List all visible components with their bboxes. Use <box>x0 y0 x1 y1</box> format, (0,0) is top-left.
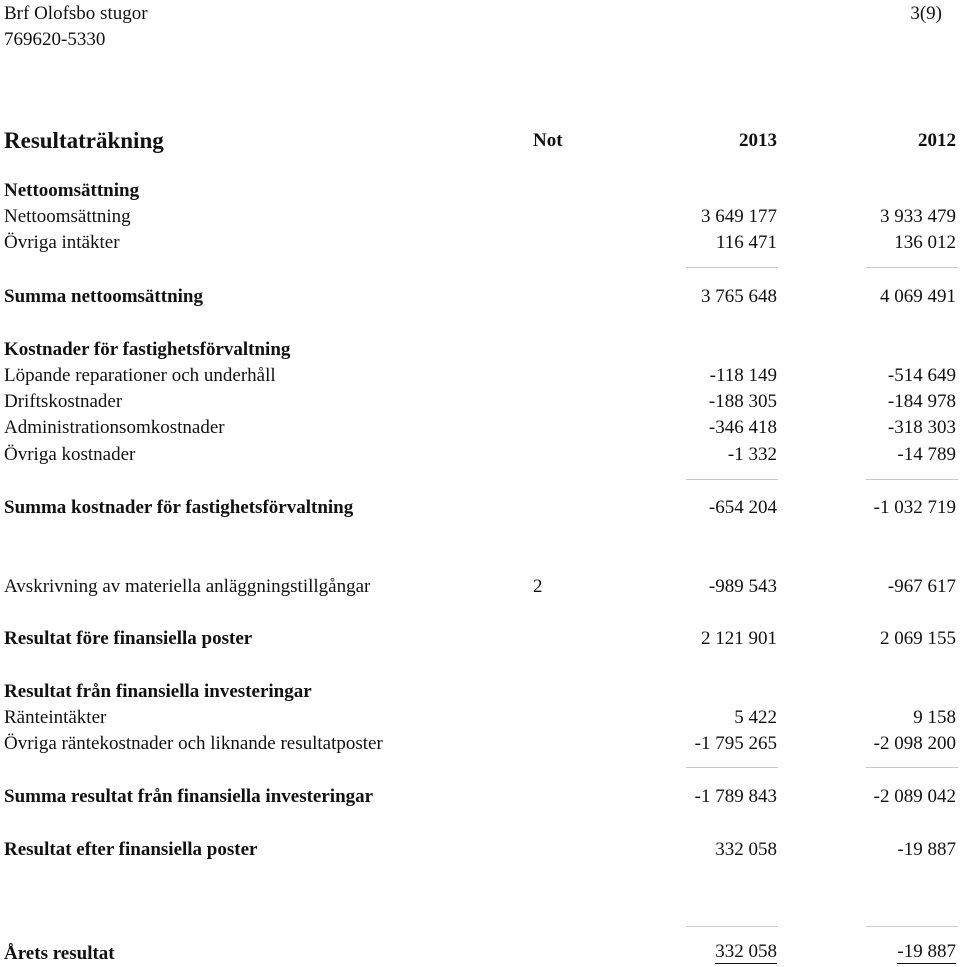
value-2012: 9 158 <box>913 707 956 728</box>
row-label: Löpande reparationer och underhåll <box>4 365 276 386</box>
table-row <box>0 705 960 731</box>
row-label: Avskrivning av materiella anläggningstillgångar <box>4 576 371 597</box>
value-2013: 332 058 <box>715 839 777 860</box>
value-2013: -118 149 <box>709 365 777 386</box>
table-row <box>0 204 960 230</box>
value-2013: -989 543 <box>708 576 777 597</box>
table-row <box>0 230 960 256</box>
subtotal-rule <box>686 479 778 480</box>
value-2013: -1 795 265 <box>694 733 777 754</box>
value-2013: 3 765 648 <box>701 286 777 307</box>
table-row <box>0 363 960 389</box>
subtotal-rule <box>866 267 958 268</box>
page-number: 3(9) <box>910 3 942 24</box>
table-header-row <box>0 126 960 156</box>
value-2012: -184 978 <box>887 391 956 412</box>
table-row <box>0 442 960 468</box>
value-2012: -2 098 200 <box>873 733 956 754</box>
value-2012: 3 933 479 <box>880 206 956 227</box>
org-number: 769620-5330 <box>4 29 106 50</box>
subtotal-row <box>0 837 960 863</box>
table-row <box>0 415 960 441</box>
row-label: Summa nettoomsättning <box>4 286 203 307</box>
value-2013: 5 422 <box>734 707 777 728</box>
subtotal-rule <box>686 767 778 768</box>
total-row <box>0 941 960 967</box>
value-2012: -14 789 <box>897 444 956 465</box>
value-2013: 332 058 <box>715 941 777 962</box>
subtotal-row <box>0 626 960 652</box>
value-2013: 116 471 <box>715 232 777 253</box>
row-label: Summa kostnader för fastighetsförvaltning <box>4 497 354 518</box>
value-2012: 2 069 155 <box>880 628 956 649</box>
value-2013: 2 121 901 <box>701 628 777 649</box>
value-2012: -2 089 042 <box>873 786 956 807</box>
value-2012: -19 887 <box>897 839 956 860</box>
row-label: Resultat före finansiella poster <box>4 628 253 649</box>
row-label: Årets resultat <box>4 943 115 964</box>
value-2012: 136 012 <box>894 232 956 253</box>
section-heading <box>0 679 960 705</box>
subtotal-rule <box>866 767 958 768</box>
subtotal-row <box>0 284 960 310</box>
row-label: Driftskostnader <box>4 391 123 412</box>
value-2013: 3 649 177 <box>701 206 777 227</box>
row-label: Övriga räntekostnader och liknande resultatposter <box>4 733 383 754</box>
subtotal-row <box>0 784 960 810</box>
value-2013: -346 418 <box>708 417 777 438</box>
row-label: Övriga intäkter <box>4 232 120 253</box>
value-2012: 4 069 491 <box>880 286 956 307</box>
value-2013: -1 332 <box>727 444 777 465</box>
section-heading <box>0 337 960 363</box>
total-rule <box>686 926 778 927</box>
section-heading <box>0 178 960 204</box>
row-label: Ränteintäkter <box>4 707 107 728</box>
document-header <box>4 1 148 53</box>
org-name: Brf Olofsbo stugor <box>4 3 148 24</box>
note-column-header: Not <box>533 130 563 151</box>
section-label: Nettoomsättning <box>4 180 140 201</box>
total-rule <box>866 926 958 927</box>
subtotal-rule <box>866 479 958 480</box>
value-2012: -318 303 <box>887 417 956 438</box>
row-label: Resultat efter finansiella poster <box>4 839 258 860</box>
value-2012: -967 617 <box>887 576 956 597</box>
year-2013-header: 2013 <box>739 130 777 151</box>
row-label: Övriga kostnader <box>4 444 136 465</box>
value-2012: -514 649 <box>887 365 956 386</box>
section-label: Resultat från finansiella investeringar <box>4 681 312 702</box>
table-row <box>0 574 960 600</box>
subtotal-rule <box>686 267 778 268</box>
row-label: Nettoomsättning <box>4 206 131 227</box>
value-2012: -1 032 719 <box>873 497 956 518</box>
table-row <box>0 389 960 415</box>
note-reference: 2 <box>533 576 543 597</box>
table-row <box>0 731 960 757</box>
row-label: Administrationsomkostnader <box>4 417 225 438</box>
page-title: Resultaträkning <box>4 128 164 153</box>
subtotal-row <box>0 495 960 521</box>
value-2013: -1 789 843 <box>694 786 777 807</box>
value-2013: -654 204 <box>708 497 777 518</box>
value-2012: -19 887 <box>897 941 956 962</box>
value-2013: -188 305 <box>708 391 777 412</box>
row-label: Summa resultat från finansiella investeringar <box>4 786 374 807</box>
section-label: Kostnader för fastighetsförvaltning <box>4 339 291 360</box>
year-2012-header: 2012 <box>918 130 956 151</box>
